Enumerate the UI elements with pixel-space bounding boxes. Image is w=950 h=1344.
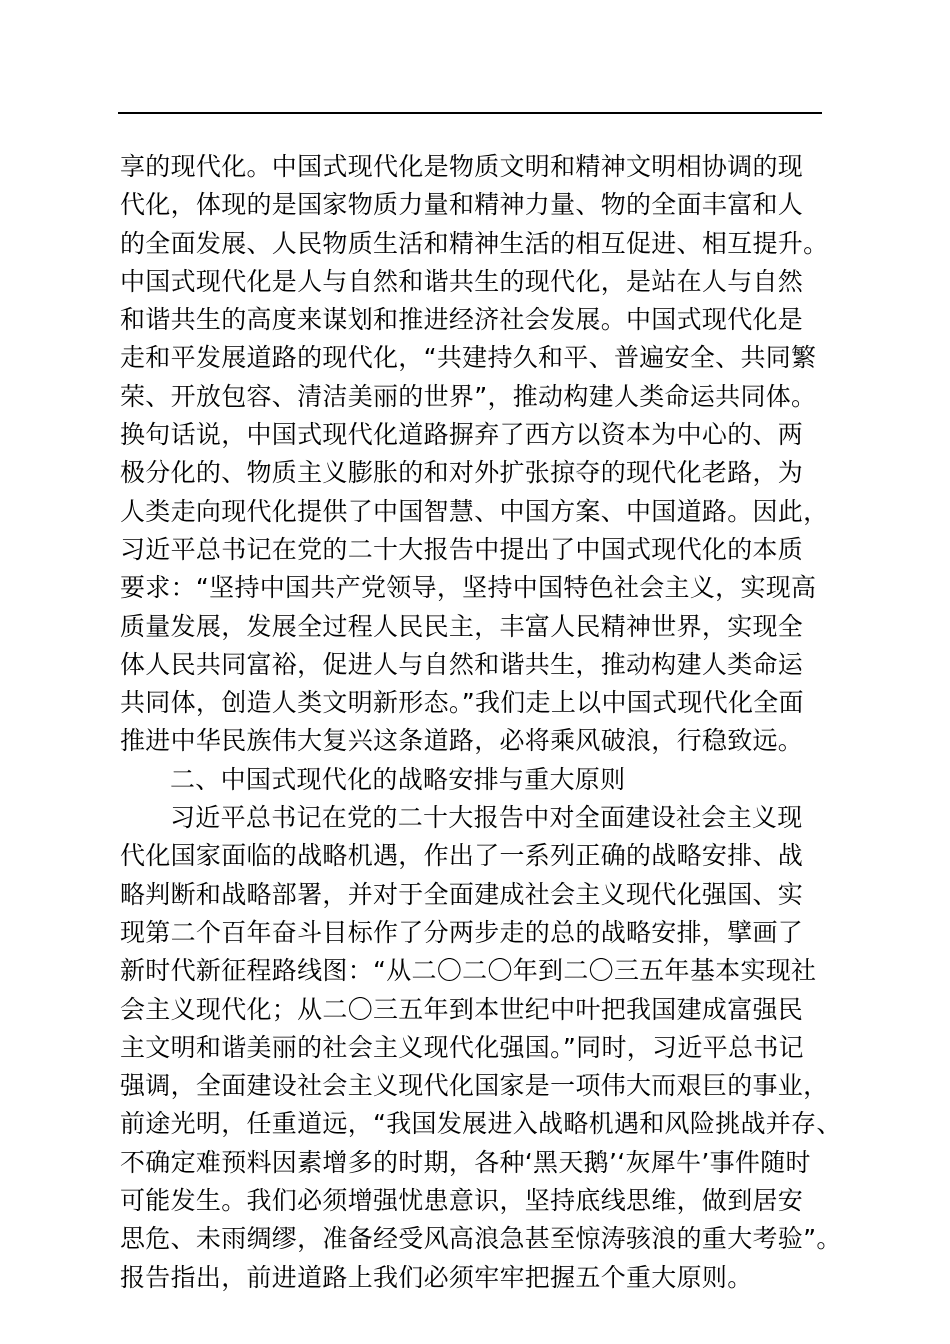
text-line: 代化国家面临的战略机遇，作出了一系列正确的战略安排、战 [120,841,804,871]
text-line: 可能发生。我们必须增强忧患意识，坚持底线思维，做到居安 [120,1186,804,1216]
paragraph-first-line: 习近平总书记在党的二十大报告中对全面建设社会主义现 [170,803,803,833]
text-line: 人类走向现代化提供了中国智慧、中国方案、中国道路。因此， [120,496,829,526]
text-line: 新时代新征程路线图：“从二〇二〇年到二〇三五年基本实现社 [120,956,817,986]
text-line: 报告指出，前进道路上我们必须牢牢把握五个重大原则。 [120,1262,753,1292]
text-line: 习近平总书记在党的二十大报告中提出了中国式现代化的本质 [120,534,804,564]
text-line: 质量发展，发展全过程人民民主，丰富人民精神世界，实现全 [120,611,804,641]
text-line: 要求：“坚持中国共产党领导，坚持中国特色社会主义，实现高 [120,573,817,603]
text-line: 强调，全面建设社会主义现代化国家是一项伟大而艰巨的事业， [120,1071,829,1101]
text-line: 中国式现代化是人与自然和谐共生的现代化，是站在人与自然 [120,266,804,296]
text-line: 和谐共生的高度来谋划和推进经济社会发展。中国式现代化是 [120,305,804,335]
text-line: 荣、开放包容、清洁美丽的世界”，推动构建人类命运共同体。 [120,381,817,411]
text-line: 共同体，创造人类文明新形态。”我们走上以中国式现代化全面 [120,688,804,718]
text-line: 的全面发展、人民物质生活和精神生活的相互促进、相互提升。 [120,228,829,258]
text-line: 会主义现代化；从二〇三五年到本世纪中叶把我国建成富强民 [120,994,804,1024]
text-line: 不确定难预料因素增多的时期，各种‘黑天鹅’‘灰犀牛’事件随时 [120,1147,811,1177]
text-line: 思危、未雨绸缪，准备经受风高浪急甚至惊涛骇浪的重大考验”。 [120,1224,842,1254]
text-line: 走和平发展道路的现代化，“共建持久和平、普遍安全、共同繁 [120,343,817,373]
body-text [120,148,842,1297]
text-line: 主文明和谐美丽的社会主义现代化强国。”同时，习近平总书记 [120,1032,804,1062]
text-line: 体人民共同富裕，促进人与自然和谐共生，推动构建人类命运 [120,649,804,679]
text-line: 换句话说，中国式现代化道路摒弃了西方以资本为中心的、两 [120,420,804,450]
section-heading: 二、中国式现代化的战略安排与重大原则 [170,764,626,794]
text-line: 略判断和战略部署，并对于全面建成社会主义现代化强国、实 [120,879,804,909]
text-line: 极分化的、物质主义膨胀的和对外扩张掠夺的现代化老路，为 [120,458,804,488]
text-line: 现第二个百年奋斗目标作了分两步走的总的战略安排，擘画了 [120,917,804,947]
header-rule [118,112,822,114]
text-line: 推进中华民族伟大复兴这条道路，必将乘风破浪，行稳致远。 [120,726,804,756]
text-line: 享的现代化。中国式现代化是物质文明和精神文明相协调的现 [120,152,804,181]
text-line: 前途光明，任重道远，“我国发展进入战略机遇和风险挑战并存、 [120,1109,842,1139]
text-line: 代化，体现的是国家物质力量和精神力量、物的全面丰富和人 [120,190,804,220]
